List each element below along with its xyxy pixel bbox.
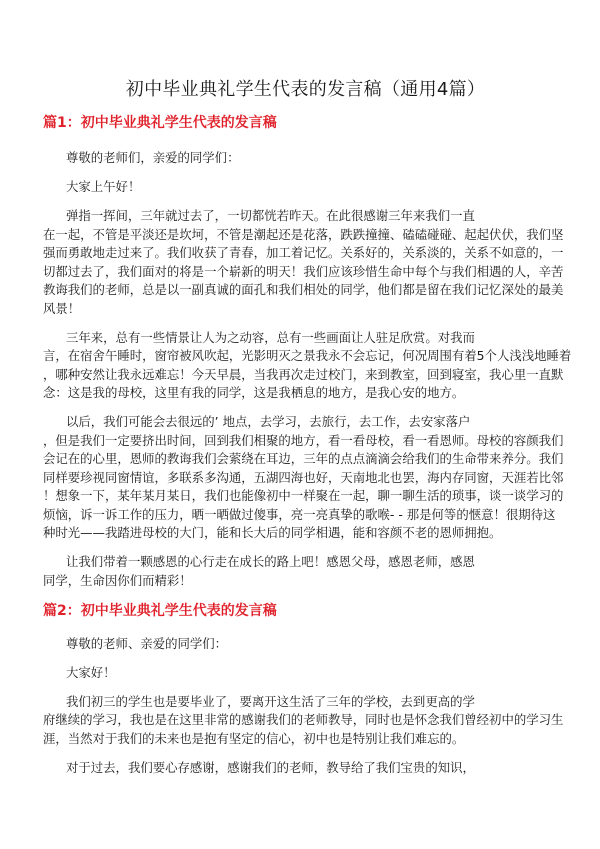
paragraph-line: 在一起，不管是平淡还是坎坷，不管是潮起还是花落，跌跌撞撞、磕磕碰碰、起起伏伏，我们坚 (43, 226, 564, 242)
paragraph-line: 言，在宿舍午睡时，窗帘被风吹起，光影明灭之景我永不会忘记，何况周围有着5个人浅浅地睡着 (43, 348, 572, 363)
paragraph-line: 烦恼，诉一诉工作的压力，晒一晒做过傻事，亮一亮真挚的歌喉- - 那是何等的惬意！很期待这 (43, 506, 556, 522)
paragraph (43, 207, 564, 318)
paragraph (43, 329, 572, 403)
paragraph-line: 风景！ (43, 300, 81, 316)
section-heading: 篇2：初中毕业典礼学生代表的发言稿 (43, 602, 277, 619)
document-body (43, 113, 572, 777)
paragraph-line: 种时光——我踏进母校的大门，能和长大后的同学相遇，能和容颜不老的恩师拥抱。 (43, 525, 502, 540)
paragraph-line: 尊敬的老师们，亲爱的同学们： (66, 150, 240, 165)
paragraph (43, 664, 558, 683)
paragraph-line: 我们初三的学生也是要毕业了，要离开这生活了三年的学校，去到更高的学 (66, 693, 475, 709)
document-title: 初中毕业典礼学生代表的发言稿（通用4篇） (125, 79, 486, 100)
paragraph-line: 同学，生命因你们而精彩！ (43, 572, 192, 588)
paragraph-line: 切都过去了，我们面对的将是一个崭新的明天！我们应该珍惜生命中每个与我们相遇的人，辛苦 (43, 263, 564, 279)
paragraph-line: 大家上午好！ (66, 179, 141, 194)
paragraph (43, 553, 558, 590)
paragraph-line: ！想象一下，某年某月某日，我们也能像初中一样聚在一起，聊一聊生活的琐事，谈一谈学习的 (43, 488, 564, 503)
paragraph (43, 413, 564, 543)
paragraph-line: 大家好！ (66, 664, 116, 680)
paragraph-line: 强而勇敢地走过来了。我们收获了青春，加工着记忆。关系好的，关系淡的，关系不如意的，一 (43, 245, 564, 260)
paragraph-line: 涯，当然对于我们的未来也是抱有坚定的信心，初中也是特别让我们难忘的。 (43, 730, 465, 746)
paragraph-line: ，哪种安然让我永远难忘！今天早晨，当我再次走过校门，来到教室，回到寝室，我心里一直默 (43, 366, 564, 382)
paragraph-line: 对于过去，我们要心存感谢，感谢我们的老师，教导给了我们宝贵的知识， (66, 759, 475, 775)
paragraph-line: 弹指一挥间，三年就过去了，一切都恍若昨天。在此很感谢三年来我们一直 (66, 208, 475, 223)
paragraph (43, 149, 558, 168)
paragraph-line: 让我们带着一颗感恩的心行走在成长的路上吧！感恩父母，感恩老师，感恩 (66, 554, 475, 569)
paragraph (43, 635, 558, 654)
paragraph-line: ，但是我们一定要挤出时间，回到我们相聚的地方，看一看母校，看一看恩师。母校的容颜我们 (43, 432, 564, 448)
paragraph-line: 会记在的心里，恩师的教诲我们会萦绕在耳边，三年的点点滴滴会给我们的生命带来养分。我们 (43, 451, 564, 466)
paragraph-line: 同样要珍视同窗情谊，多联系多沟通，五湖四海也好，天南地北也罢，海内存同窗，天涯若比邻 (43, 469, 564, 485)
paragraph (43, 178, 558, 197)
paragraph (43, 759, 558, 778)
paragraph-line: 三年来，总有一些情景让人为之动容，总有一些画面让人驻足欣赏。对我而 (66, 329, 475, 345)
paragraph-line: 教诲我们的老师，总是以一副真诚的面孔和我们相处的同学，他们都是留在我们记忆深处的最美 (43, 282, 564, 297)
paragraph-line: 尊敬的老师、亲爱的同学们： (66, 635, 228, 651)
paragraph-line: 念：这是我的母校，这里有我的同学，这是我栖息的地方，是我心安的地方。 (43, 385, 465, 400)
paragraph-line: 府继续的学习，我也是在这里非常的感谢我们的老师教导，同时也是怀念我们曾经初中的学习生 (43, 712, 564, 727)
section-heading: 篇1：初中毕业典礼学生代表的发言稿 (43, 115, 277, 131)
paragraph-line: 以后，我们可能会去很远的’ 地点，去学习，去旅行，去工作，去安家落户 (66, 414, 471, 429)
paragraph (43, 693, 564, 749)
